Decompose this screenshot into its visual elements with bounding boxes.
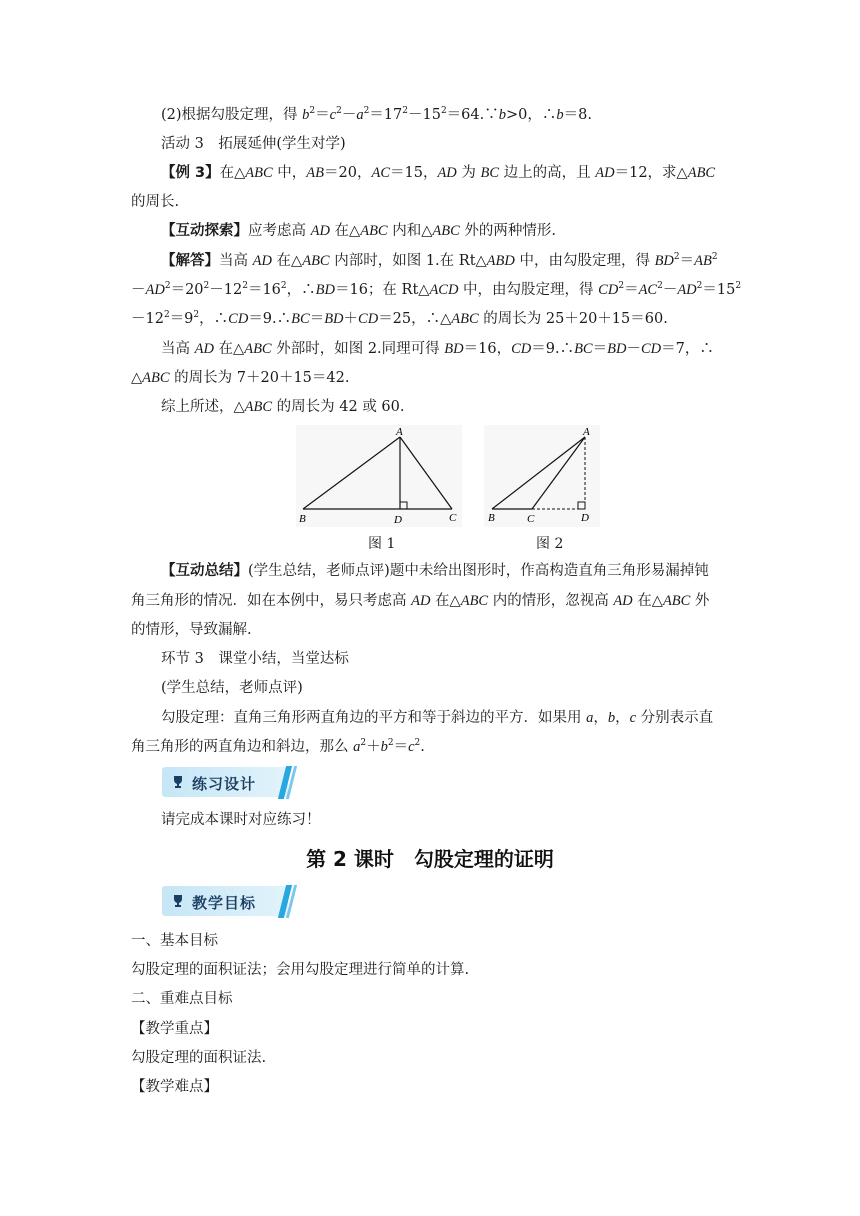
vertex-label-c: C xyxy=(449,512,457,524)
text-line: 勾股定理的面积证法；会用勾股定理进行简单的计算. xyxy=(131,962,470,978)
vertex-label-b: B xyxy=(299,513,306,525)
figure-2-caption: 图 2 xyxy=(536,536,564,552)
trophy-icon xyxy=(171,894,185,908)
text-line: 当高 AD 在△ABC 外部时，如图 2.同理可得 BD＝16，CD＝9.∴BC＝BD－CD＝7，∴ xyxy=(161,341,714,357)
text-line: (2)根据勾股定理，得 $b^2=c^2-a^2=17^2-15^2=64.\because b>0$，∴b＝8. xyxy=(161,106,592,123)
figure-1-caption: 图 1 xyxy=(368,536,396,552)
activity-heading: 活动 3 拓展延伸(学生对学) xyxy=(161,136,346,152)
vertex-label-a: A xyxy=(396,426,403,438)
goals-banner xyxy=(162,886,297,918)
practice-banner-label: 练习设计 xyxy=(192,775,257,793)
vertex-label-b: B xyxy=(488,512,495,524)
goals-banner-label: 教学目标 xyxy=(192,894,257,912)
vertex-label-a: A xyxy=(583,426,590,438)
text-line: 勾股定理的面积证法. xyxy=(131,1050,267,1066)
subheading: 【教学难点】 xyxy=(131,1079,218,1095)
figure-2 xyxy=(484,425,600,527)
practice-banner xyxy=(162,767,297,799)
trophy-icon xyxy=(171,775,185,789)
text-line: 的周长. xyxy=(131,194,180,210)
explore-tag: 【互动探索】 xyxy=(161,223,248,239)
summary-tag: 【互动总结】 xyxy=(161,563,248,579)
vertex-label-d: D xyxy=(394,514,402,526)
section-heading: 环节 3 课堂小结，当堂达标 xyxy=(161,651,349,667)
summary-text: (学生总结，老师点评)题中未给出图形时，作高构造直角三角形易漏掉钝 xyxy=(248,563,709,579)
answer-line: 【解答】当高 AD 在△ABC 内部时，如图 1.在 Rt△ABD 中，由勾股定理，得 $BD^2=AB^2$ xyxy=(161,252,718,269)
text-line: 角三角形的情况．如在本例中，易只考虑高 AD 在△ABC 内的情形，忽视高 AD 在△ABC 外 xyxy=(131,593,710,609)
text-line: (学生总结，老师点评) xyxy=(161,680,303,696)
text-line: 请完成本课时对应练习！ xyxy=(161,812,321,828)
vertex-label-d: D xyxy=(581,512,589,524)
text-line: △ABC 的周长为 7＋20＋15＝42. xyxy=(131,370,350,386)
section-heading: 一、基本目标 xyxy=(131,933,218,949)
subheading: 【教学重点】 xyxy=(131,1021,218,1037)
text-line: $-12^2=9^2$，∴CD＝9.∴BC＝BD＋CD＝25，∴△ABC 的周长为 25＋20＋15＝60. xyxy=(131,310,668,327)
explore-line: 【互动探索】应考虑高 AD 在△ABC 内和△ABC 外的两种情形. xyxy=(161,223,556,239)
example-tag: 【例 3】 xyxy=(161,165,220,181)
answer-tag: 【解答】 xyxy=(161,253,219,269)
section-heading: 二、重难点目标 xyxy=(131,991,233,1007)
text-line: 综上所述，△ABC 的周长为 42 或 60. xyxy=(161,399,405,415)
text-line: 角三角形的两直角边和斜边，那么 $a^2+b^2=c^2$. xyxy=(131,738,425,755)
lesson-title: 第 2 课时 勾股定理的证明 xyxy=(306,847,554,871)
text-line: $-AD^2=20^2-12^2=16^2$，∴BD＝16；在 Rt△ACD 中，由勾股定理，得 $CD^2=AC^2-AD^2=15^2$ xyxy=(131,281,742,298)
example-line: 【例 3】在△ABC 中，AB＝20，AC＝15，AD 为 BC 边上的高，且 AD＝12，求△ABC xyxy=(161,165,716,181)
text-line: 勾股定理：直角三角形两直角边的平方和等于斜边的平方．如果用 a，b，c 分别表示直 xyxy=(161,710,714,726)
vertex-label-c: C xyxy=(527,513,535,525)
text-line: 的情形，导致漏解. xyxy=(131,622,252,638)
figure-1 xyxy=(296,425,462,527)
summary-line xyxy=(161,561,731,581)
